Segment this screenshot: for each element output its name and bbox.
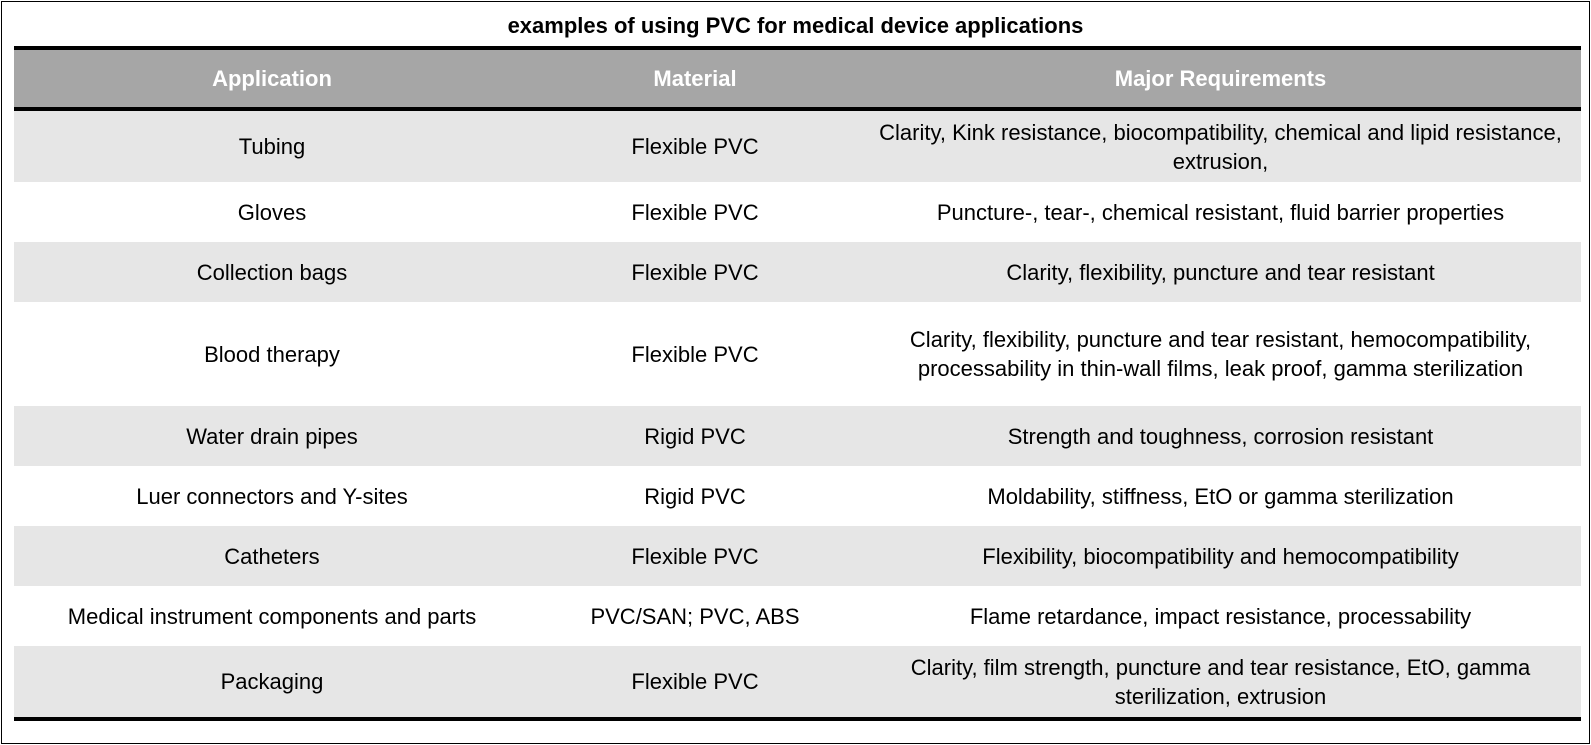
table-title: examples of using PVC for medical device applications [507,13,1084,38]
column-header-application: Application [212,66,332,91]
cell-application: Collection bags [196,259,348,285]
pvc-applications-table [14,46,1581,721]
cell-requirements: Flame retardance, impact resistance, processability [969,603,1472,629]
cell-application: Luer connectors and Y-sites [136,483,408,509]
table-row [14,182,1581,242]
cell-requirements: Flexibility, biocompatibility and hemocompatibility [982,543,1459,569]
cell-requirements: Puncture-, tear-, chemical resistant, fluid barrier properties [936,199,1505,225]
cell-requirements: Clarity, flexibility, puncture and tear resistant [1006,259,1435,285]
cell-application: Catheters [224,543,320,569]
cell-material: Flexible PVC [631,259,759,285]
cell-requirements: Clarity, film strength, puncture and tear resistance, EtO, gamma sterilization, extrusion [910,654,1531,709]
cell-material: Flexible PVC [631,341,759,367]
cell-material: Rigid PVC [644,423,746,449]
table-frame [1,1,1590,744]
header-row [14,48,1581,109]
table-row [14,586,1581,646]
cell-application: Tubing [238,134,306,159]
table-row [14,466,1581,526]
cell-requirements: Clarity, Kink resistance, biocompatibility, chemical and lipid resistance, extrusion, [879,119,1562,174]
cell-application: Medical instrument components and parts [67,603,477,629]
cell-application: Packaging [220,669,324,694]
cell-material: Flexible PVC [631,543,759,569]
table-row [14,526,1581,586]
cell-material: Flexible PVC [631,199,759,225]
cell-material: Flexible PVC [631,134,759,159]
column-header-material: Material [653,66,737,91]
cell-material: Flexible PVC [631,669,759,694]
cell-application: Water drain pipes [186,423,358,449]
cell-material: Rigid PVC [644,483,746,509]
table-row [14,302,1581,406]
table-row [14,406,1581,466]
cell-requirements: Moldability, stiffness, EtO or gamma sterilization [987,483,1454,509]
table-row [14,646,1581,719]
table-row [14,242,1581,302]
column-header-major-requirements: Major Requirements [1114,66,1327,91]
cell-application: Gloves [237,199,307,225]
cell-material: PVC/SAN; PVC, ABS [590,603,800,629]
cell-requirements: Strength and toughness, corrosion resistant [1007,423,1434,449]
cell-application: Blood therapy [204,341,340,367]
table-row [14,109,1581,182]
cell-requirements: Clarity, flexibility, puncture and tear resistant, hemocompatibility, processability in thin-wall films, leak proof, gamma sterilization [909,327,1532,381]
